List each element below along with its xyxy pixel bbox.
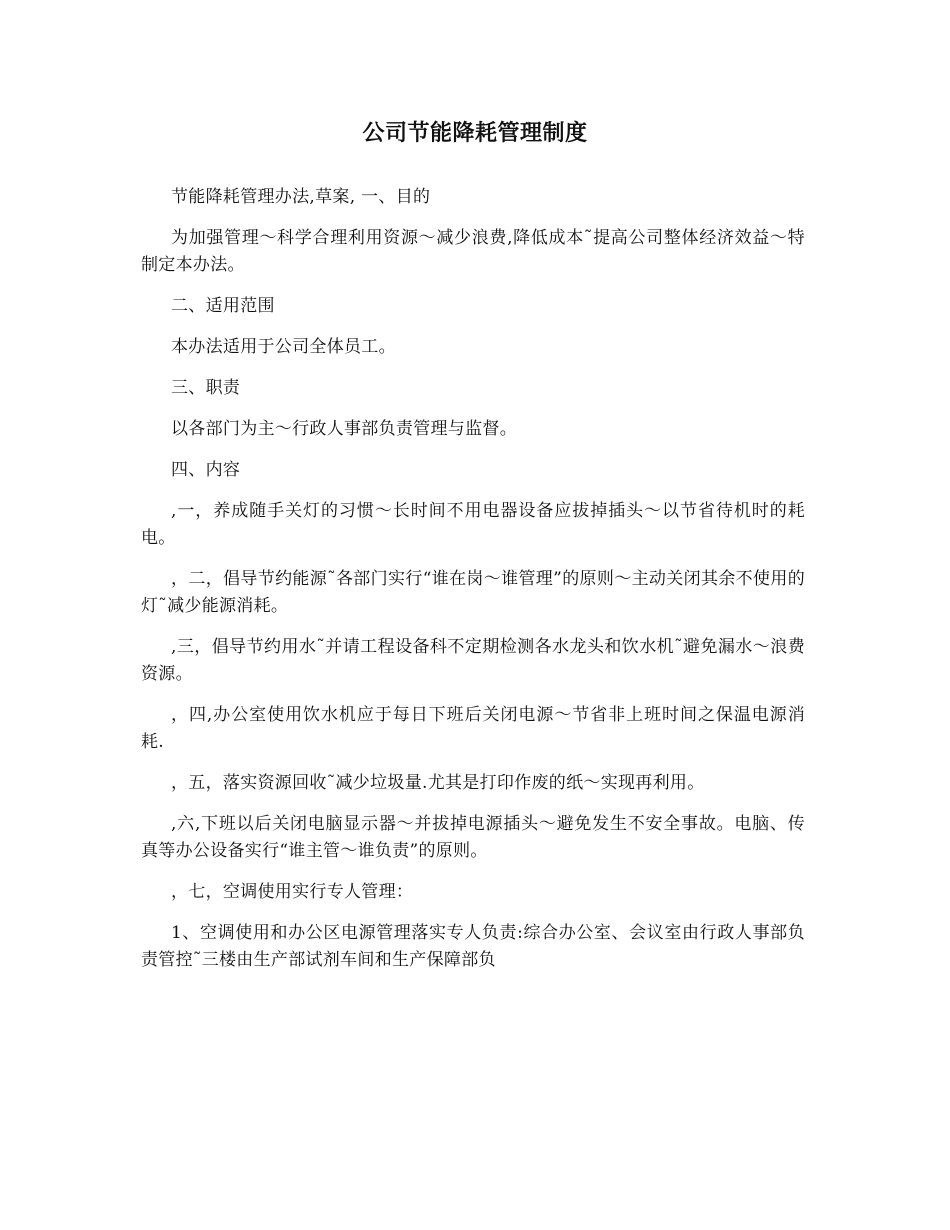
paragraph-duties-heading: 三、职责 <box>171 378 241 398</box>
paragraph-item-7-1: 1、空调使用和办公区电源管理落实专人负责:综合办公室、会议室由行政人事部负责管控˜三楼由生产部试剂车间和生产保障部负 <box>141 923 805 970</box>
paragraph-item-4: ，四,办公室使用饮水机应于每日下班后关闭电源～节省非上班时间之保温电源消耗. <box>141 705 805 752</box>
document-body <box>141 184 805 988</box>
paragraph-purpose-heading: 节能降耗管理办法,草案, 一、目的 <box>171 187 431 207</box>
paragraph-item-1: ,一，养成随手关灯的习惯～长时间不用电器设备应拔掉插头～以节省待机时的耗电。 <box>141 501 805 548</box>
paragraph-item-3: ,三，倡导节约用水˜并请工程设备科不定期检测各水龙头和饮水机˜避免漏水～浪费资源。 <box>141 637 805 684</box>
paragraph-scope-text: 本办法适用于公司全体员工。 <box>171 337 396 357</box>
paragraph-item-2: ，二，倡导节约能源˜各部门实行“谁在岗～谁管理”的原则～主动关闭其余不使用的灯˜减少能源消耗。 <box>141 569 805 616</box>
paragraph-item-5: ，五，落实资源回收˜减少垃圾量.尤其是打印作废的纸～实现再利用。 <box>171 773 705 793</box>
paragraph-item-6: ,六,下班以后关闭电脑显示器～并拔掉电源插头～避免发生不安全事故。电脑、传真等办公设备实行“谁主管～谁负责”的原则。 <box>141 814 805 861</box>
paragraph-duties-text: 以各部门为主～行政人事部负责管理与监督。 <box>171 419 517 439</box>
paragraph-purpose-text: 为加强管理～科学合理利用资源～减少浪费,降低成本˜提高公司整体经济效益～特制定本办法。 <box>141 228 805 275</box>
paragraph-item-7: ，七，空调使用实行专人管理： <box>171 882 414 902</box>
paragraph-scope-heading: 二、适用范围 <box>171 296 275 316</box>
document-title: 公司节能降耗管理制度 <box>362 120 588 146</box>
paragraph-content-heading: 四、内容 <box>171 460 241 480</box>
